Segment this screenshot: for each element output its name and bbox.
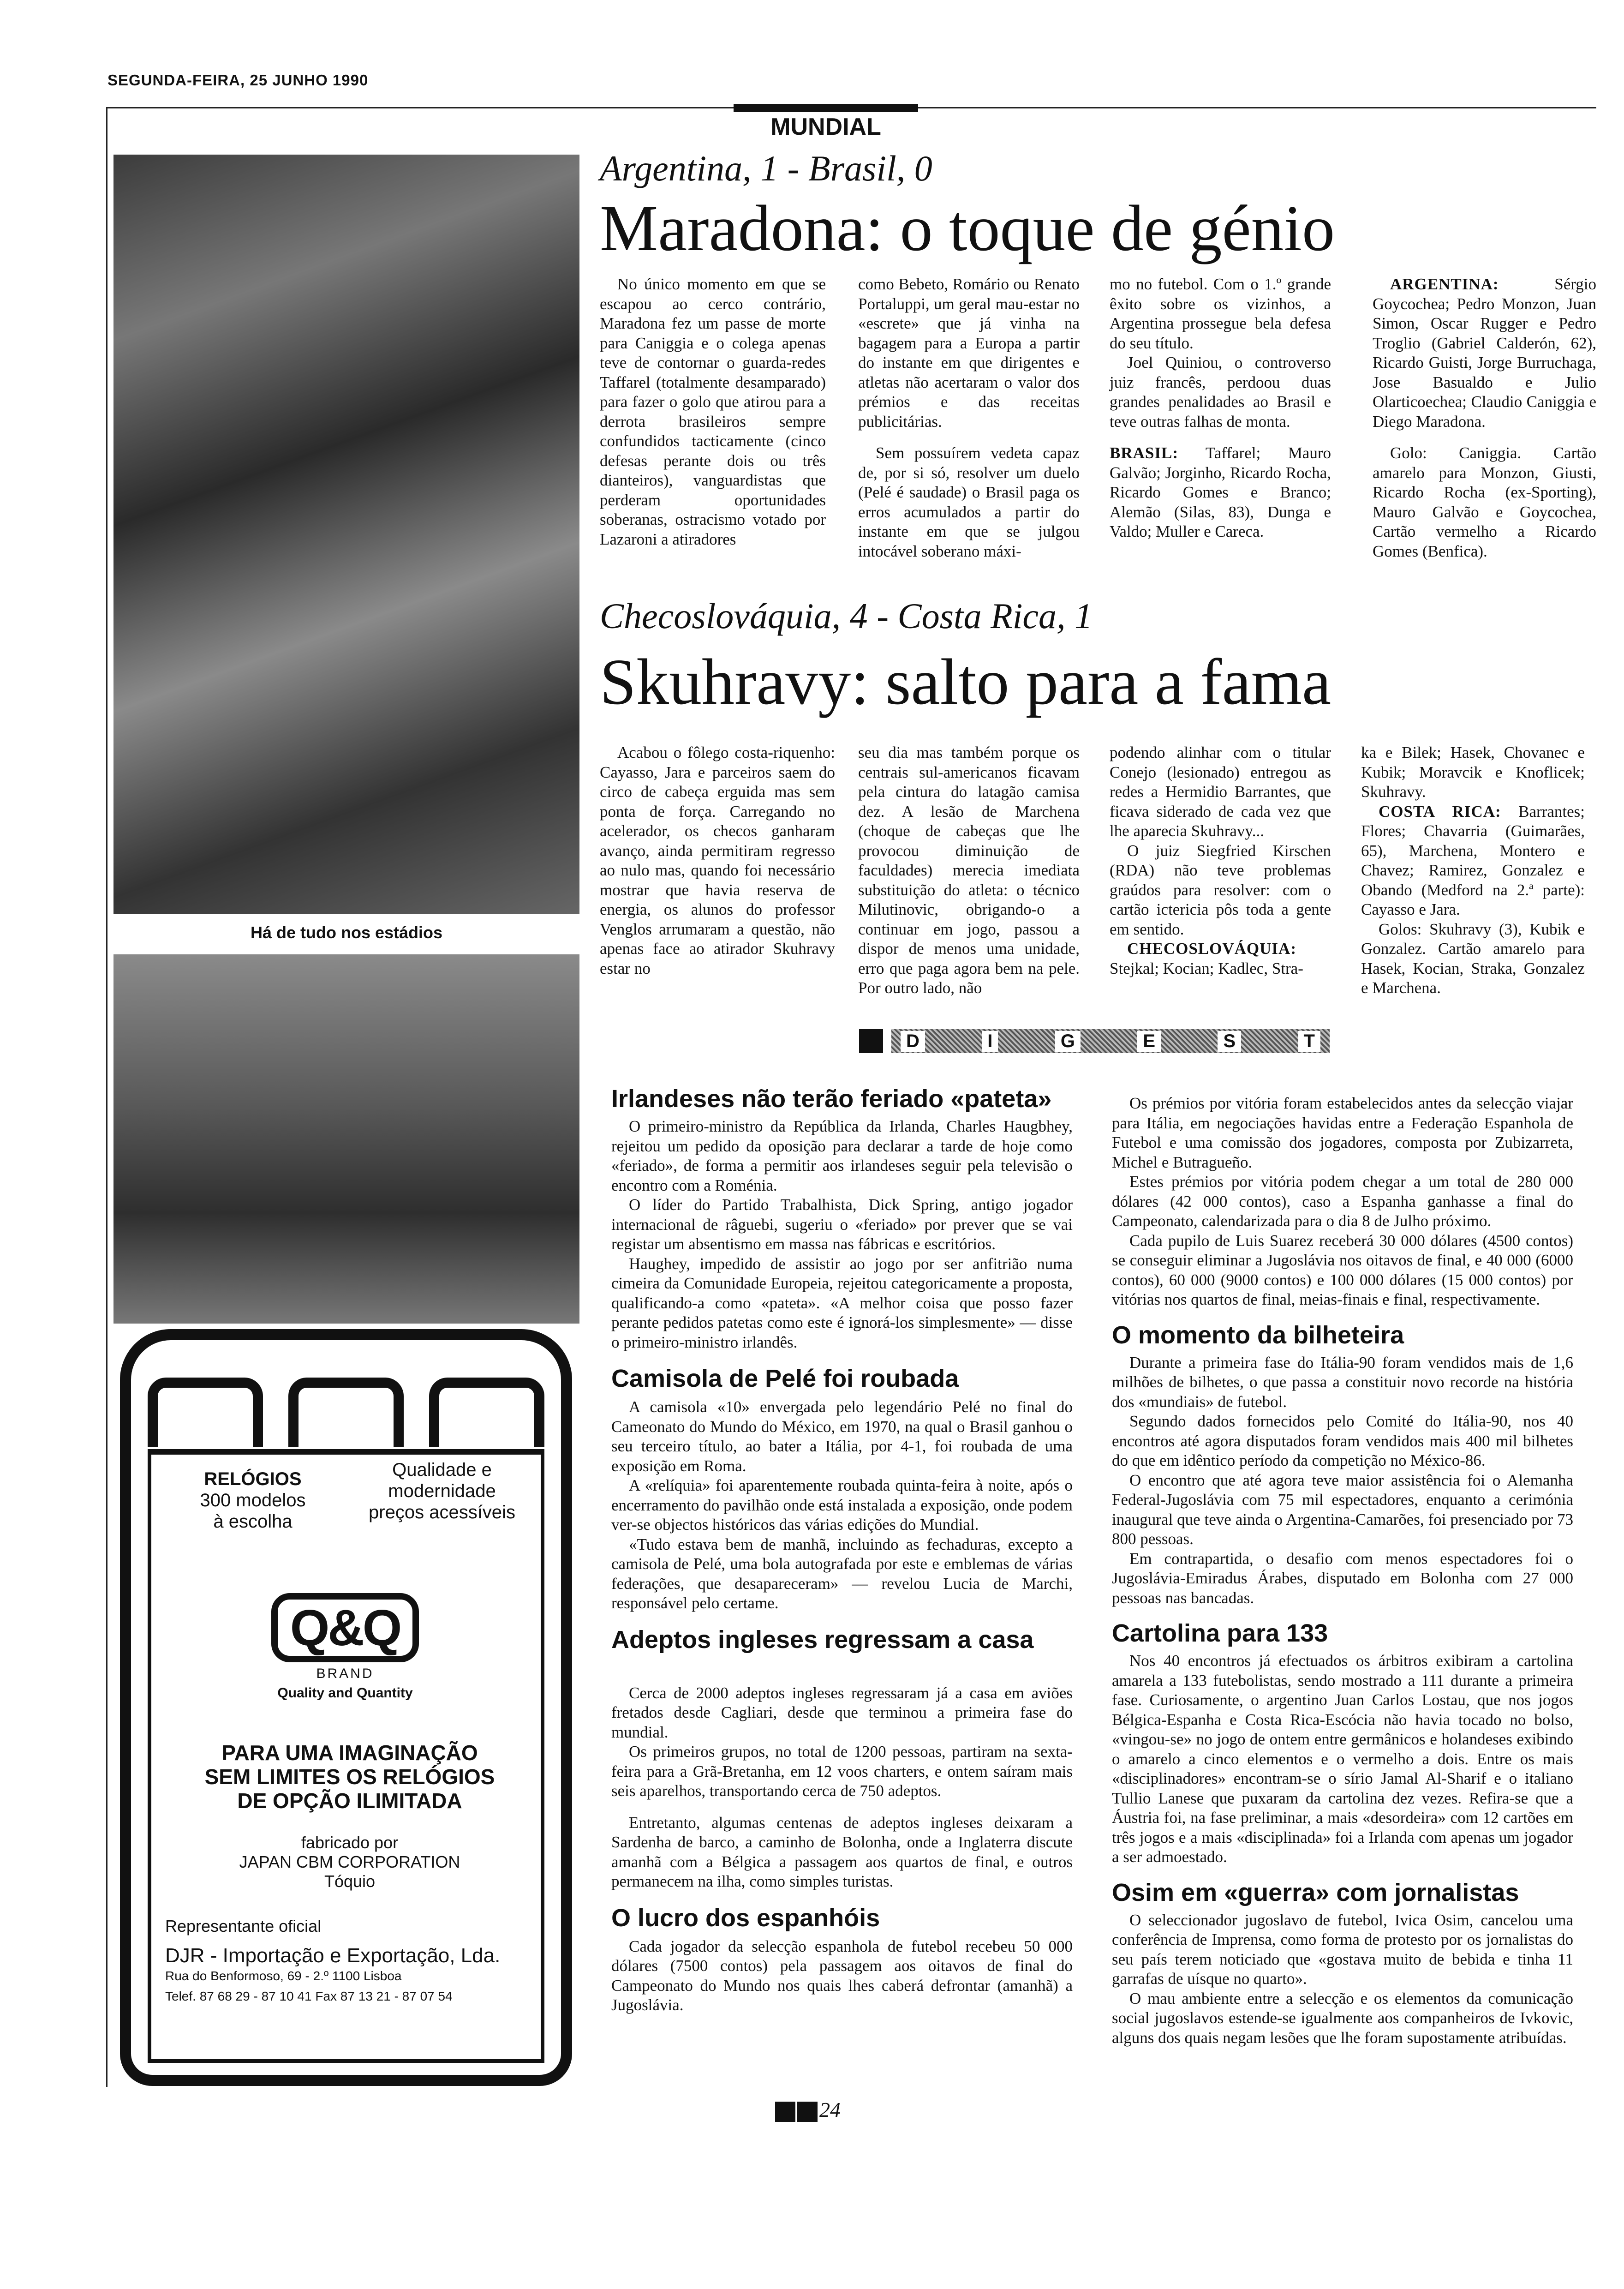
digest-title: Irlandeses não terão feriado «pateta» — [611, 1085, 1052, 1113]
ad-slogan-line: DE OPÇÃO ILIMITADA — [237, 1789, 462, 1813]
digest-title: Adeptos ingleses regressam a casa — [611, 1625, 1034, 1654]
story2-kicker: Checoslováquia, 4 - Costa Rica, 1 — [600, 596, 1093, 636]
digest-letter: D — [901, 1031, 925, 1052]
digest-letter: I — [982, 1031, 998, 1052]
ad-left-block — [170, 1468, 336, 1532]
ad-right-block — [345, 1459, 539, 1523]
story2-col4: ka e Bilek; Hasek, Chovanec e Kubik; Moravcik e Knoflicek; Skuhravy. COSTA RICA: Barrantes; Flores; Chavarria (Guimarães, 65), Marchena, Montero e Chavez; Ramirez, Gonzalez e Obando (Medford na 2.ª parte): Cayasso e Jara. Golos: Skuhravy (3), Kubik e Gonzalez. Cartão amarelo para Hasek, Kocian, Straka, Gonzalez e Marchena. — [1361, 743, 1585, 997]
ad-maker-line: JAPAN CBM CORPORATION — [239, 1852, 460, 1871]
ad-tab — [288, 1378, 404, 1447]
digest-left-column: Irlandeses não terão feriado «pateta» O primeiro-ministro da República da Irlanda, Charles Haugbhey, rejeitou um pedido da oposição para declarar a tarde de hoje como «feriado», de forma a permitir aos irlandeses seguir pela televisão o encontro com a Roménia. O líder do Partido Trabalhista, Dick Spring, antigo jogador internacional de râguebi, sugeriu o «feriado» por prever que se vai registar um absentismo em massa nas fábricas e escritórios. Haughey, impedido de assistir ao jogo por ser anfitrião numa cimeira da Comunidade Europeia, rejeitou categoricamente a proposta, qualificando-a como «pateta». «A melhor coisa que posso fazer perante pedidos patetas como este é ignorá-los simplesmente» — disse o primeiro-ministro irlandês. Camisola de Pelé foi roubada A camisola «10» envergada pelo legendário Pelé no final do Cameonato do Mundo do México, em 1970, na qual o Brasil ganhou o seu terceiro título, ao bater a Itália, por 4-1, foi roubada de uma exposição em Roma. A «relíquia» foi aparentemente roubada quinta-feira à noite, após o encerramento do pavilhão onde está instalada a exposição, onde podem ver-se objectos históricos das várias edições do Mundial. «Tudo estava bem de manhã, incluindo as fechaduras, excepto a camisola de Pelé, uma bola autografada por este e emblemas de várias federações, que desapareceram» — revelou Lucia de Marchi, responsável pelo certame. Adeptos ingleses regressam a casa Cerca de 2000 adeptos ingleses regressaram já a casa em aviões fretados desde Cagliari, desde que terminou a primeira fase do mundial. Os primeiros grupos, no total de 1200 pessoas, partiram na sexta-feira para a Grã-Bretanha, em 12 voos charters, e ontem saíram mais seis aparelhos, transportando cerca de 750 adeptos. Entretanto, algumas centenas de adeptos ingleses deixaram a Sardenha de barco, a caminho de Bolonha, onde a Inglaterra discute amanhã com a Bélgica a passagem aos quartos de final, e outros permanecem na ilha, como simples turistas. O lucro dos espanhóis Cada jogador da selecção espanhola de futebol recebeu 50 000 dólares (7500 contos) pela passagem aos oitavos de final do Campeonato do Mundo nos quais lhes caberá defrontar (amanhã) a Jugoslávia. — [611, 1085, 1073, 2014]
qq-brand: BRAND — [316, 1666, 374, 1681]
digest-bar — [891, 1029, 1330, 1053]
digest-title: O lucro dos espanhóis — [611, 1904, 880, 1932]
digest-letter: T — [1298, 1031, 1320, 1052]
ad-rep-label: Representante oficial — [165, 1917, 322, 1935]
story2-col1: Acabou o fôlego costa-riquenho: Cayasso, Jara e parceiros saem do circo de cabeça erguida mas sem ponta de força. Carregando no acelerador, os checos ganharam avanço, ainda permitiram regresso ao nulo mas, quando foi necessário mostrar que havia reserva de energia, os alunos do professor Venglos arrumaram a questão, não apenas face ao atirador Skuhravy estar no — [600, 743, 835, 977]
page-date: SEGUNDA-FEIRA, 25 JUNHO 1990 — [107, 72, 369, 89]
digest-title: O momento da bilheteira — [1112, 1321, 1404, 1349]
digest-letter: E — [1137, 1031, 1161, 1052]
digest-title: Osim em «guerra» com jornalistas — [1112, 1878, 1519, 1906]
argentina-label: ARGENTINA: — [1390, 275, 1499, 293]
ad-tab — [148, 1378, 263, 1447]
costa-rica-label: COSTA RICA: — [1379, 802, 1501, 821]
page-number-text: 24 — [819, 2098, 841, 2121]
ad-maker-line: fabricado por — [301, 1833, 399, 1852]
checoslovaquia-label: CHECOSLOVÁQUIA: — [1127, 940, 1296, 958]
ad-relogios: RELÓGIOS — [204, 1469, 302, 1489]
digest-letter: G — [1055, 1031, 1081, 1052]
ad-company: DJR - Importação e Exportação, Lda. — [165, 1944, 501, 1967]
qq-tagline: Quality and Quantity — [277, 1685, 413, 1701]
publication-mark — [797, 2102, 818, 2122]
ad-representative — [165, 1916, 534, 2007]
left-rule — [106, 107, 107, 2087]
ad-phones: Telef. 87 68 29 - 87 10 41 Fax 87 13 21 - 87 07 54 — [165, 1989, 453, 2003]
story2-col3: podendo alinhar com o titular Conejo (lesionado) entregou as redes a Hermidio Barrantes, que ficava siderado de cada vez que lhe aparecia Skuhravy... O juiz Siegfried Kirschen (RDA) não teve problemas graúdos para resolver: com o cartão ictericia pôs toda a gente em sentido. CHECOSLOVÁQUIA: Stejkal; Kocian; Kadlec, Stra- — [1110, 743, 1331, 977]
ad-models: 300 modelos — [200, 1490, 306, 1510]
ad-choice: à escolha — [213, 1511, 293, 1532]
digest-title: Cartolina para 133 — [1112, 1619, 1328, 1647]
story2-col2: seu dia mas também porque os centrais sul-americanos ficavam pela cintura do latagão camisa dez. A lesão de Marchena (choque de cabeças que lhe provocou diminuição de faculdades) merecia imediata substituição do atleta: o técnico Milutinovic, obrigando-o a continuar em jogo, passou a dispor de menos uma unidade, erro que paga agora bem na pele. Por outro lado, não — [858, 743, 1080, 997]
ad-tab — [429, 1378, 544, 1447]
story1-col2: como Bebeto, Romário ou Renato Portaluppi, um geral mau-estar no «escrete» que já vinha na bagagem para a Europa a partir do instante em que dirigentes e atletas não acertaram o valor dos prémios e das receitas publicitárias. Sem possuírem vedeta capaz de, por si só, resolver um duelo (Pelé é saudade) o Brasil paga os erros acumulados a partir do instante em que se julgou intocável soberano máxi- — [858, 275, 1080, 560]
story2-headline: Skuhravy: salto para a fama — [600, 645, 1331, 718]
digest-title: Camisola de Pelé foi roubada — [611, 1365, 959, 1392]
photo-caption: Há de tudo nos estádios — [250, 923, 443, 942]
qq-logo-mark: Q&Q — [271, 1593, 419, 1662]
ad-tabs — [148, 1378, 544, 1447]
watch-advertisement — [120, 1329, 572, 2086]
photo-fans-with-balls — [113, 954, 579, 1324]
digest-letter: S — [1218, 1031, 1241, 1052]
ad-address: Rua do Benformoso, 69 - 2.º 1100 Lisboa — [165, 1969, 402, 1983]
publication-mark — [775, 2102, 795, 2122]
ad-prices: preços acessíveis — [369, 1502, 515, 1522]
digest-right-column: Os prémios por vitória foram estabelecidos antes da selecção viajar para Itália, em negociações havidas entre a Federação Espanhola de Futebol e uma comissão dos jogadores, composta por Zubizarreta, Michel e Butragueño. Estes prémios por vitória podem chegar a um total de 280 000 dólares (42 000 contos), caso a Espanha ganhasse a final do Campeonato, calendarizada para o dia 8 de Julho próximo. Cada pupilo de Luis Suarez receberá 30 000 dólares (4500 contos) se conseguir eliminar a Jugoslávia nos oitavos de final, e 40 000 (6000 contos), 60 000 (9000 contos) e 100 000 dólares (15 000 contos) por vitórias nos quartos de final, meias-finais e final, respectivamente. O momento da bilheteira Durante a primeira fase do Itália-90 foram vendidos mais de 1,6 milhões de bilhetes, o que passa a constituir novo recorde na história dos «mundiais» de futebol. Segundo dados fornecidos pelo Comité do Itália-90, nos 40 encontros até agora disputados foram vendidos mais 400 mil bilhetes do que em idêntico período da competição no México-86. O encontro que até agora teve maior assistência foi o Alemanha Federal-Jugoslávia com 75 mil espectadores, enquanto a cerimónia inaugural que teve ainda o Argentina-Camarões, foi presenciado por 73 800 pessoas. Em contrapartida, o desafio com menos espectadores foi o Jugoslávia-Emiradus Árabes, disputado em Bolonha com 27 000 pessoas nas bancadas. Cartolina para 133 Nos 40 encontros já efectuados os árbitros exibiram a cartolina amarela a 133 futebolistas, sendo mostrado a 111 durante a primeira fase. Curiosamente, o argentino Juan Carlos Lostau, que nos jogos Bélgica-Espanha e Costa Rica-Escócia não havia tocado no bolso, «vingou-se» no jogo de ontem entre germânicos e holandeses exibindo o amarelo a cinco elementos e o vermelho a dois. Entre os mais «disciplinadores» encontram-se o sírio Jamal Al-Sharif e o italiano Tullio Lanese que puxaram da cartolina dez vezes. Refira-se que a Áustria foi, na fase preliminar, a mais «desordeira» com 12 cartões em três jogos e a mais «disciplinada» foi a Irlanda com apenas um jogador a ser admoestado. Osim em «guerra» com jornalistas O seleccionador jugoslavo de futebol, Ivica Osim, cancelou uma conferência de Imprensa, como forma de protesto por os jornalistas do seu país terem noticiado que «gostava muito de bebida e tinha 11 garrafas de uísque no quarto». O mau ambiente entre a selecção e os elementos da comunicação social jugoslavos estende-se igualmente aos companheiros de Ivkovic, alguns dos quais negam lesões que lhe foram supostamente atribuídas. — [1112, 1094, 1573, 2047]
ad-inner-panel — [148, 1449, 544, 2063]
story1-col1: No único momento em que se escapou ao cerco contrário, Maradona fez um passe de morte para Caniggia e o colega apenas teve de contornar o guarda-redes Taffarel (totalmente desamparado) para fazer o golo que atirou para a derrota brasileiros sempre confundidos tacticamente (cinco defesas perante dois ou três dianteiros), vanguardistas que perderam oportunidades soberanas, ostracismo votado por Lazaroni a atiradores — [600, 275, 826, 548]
story1-headline: Maradona: o toque de génio — [600, 192, 1335, 264]
ad-maker-line: Tóquio — [324, 1872, 376, 1891]
ad-modern: modernidade — [388, 1481, 496, 1501]
page-number — [775, 2097, 841, 2122]
digest-block — [859, 1029, 883, 1053]
section-label: MUNDIAL — [734, 104, 918, 141]
ad-slogan — [170, 1741, 530, 1813]
qq-logo — [271, 1593, 419, 1718]
ad-maker — [170, 1833, 530, 1891]
ad-slogan-line: SEM LIMITES OS RELÓGIOS — [204, 1765, 495, 1789]
ad-slogan-line: PARA UMA IMAGINAÇÃO — [221, 1741, 478, 1765]
ad-quality: Qualidade e — [392, 1460, 492, 1480]
photo-fan-with-flag — [113, 155, 579, 914]
brasil-label: BRASIL: — [1110, 444, 1178, 462]
story1-col4: ARGENTINA: Sérgio Goycochea; Pedro Monzon, Juan Simon, Oscar Rugger e Pedro Troglio (Gabriel Calderón, 62), Ricardo Guisti, Jorge Burruchaga, Jose Basualdo e Julio Olarticoechea; Claudio Caniggia e Diego Maradona. Golo: Caniggia. Cartão amarelo para Monzon, Giusti, Ricardo Rocha (ex-Sporting), Mauro Galvão e Goycochea, Cartão vermelho a Ricardo Gomes (Benfica). — [1373, 275, 1596, 560]
story1-col3: mo no futebol. Com o 1.º grande êxito sobre os vizinhos, a Argentina prossegue bela defesa do seu título. Joel Quiniou, o controverso juiz francês, perdoou duas grandes penalidades ao Brasil e teve outras falhas de monta. BRASIL: Taffarel; Mauro Galvão; Jorginho, Ricardo Rocha, Ricardo Gomes e Branco; Alemão (Silas, 83), Dunga e Valdo; Muller e Careca. — [1110, 275, 1331, 540]
story1-kicker: Argentina, 1 - Brasil, 0 — [600, 148, 932, 188]
digest-banner — [859, 1029, 1330, 1053]
